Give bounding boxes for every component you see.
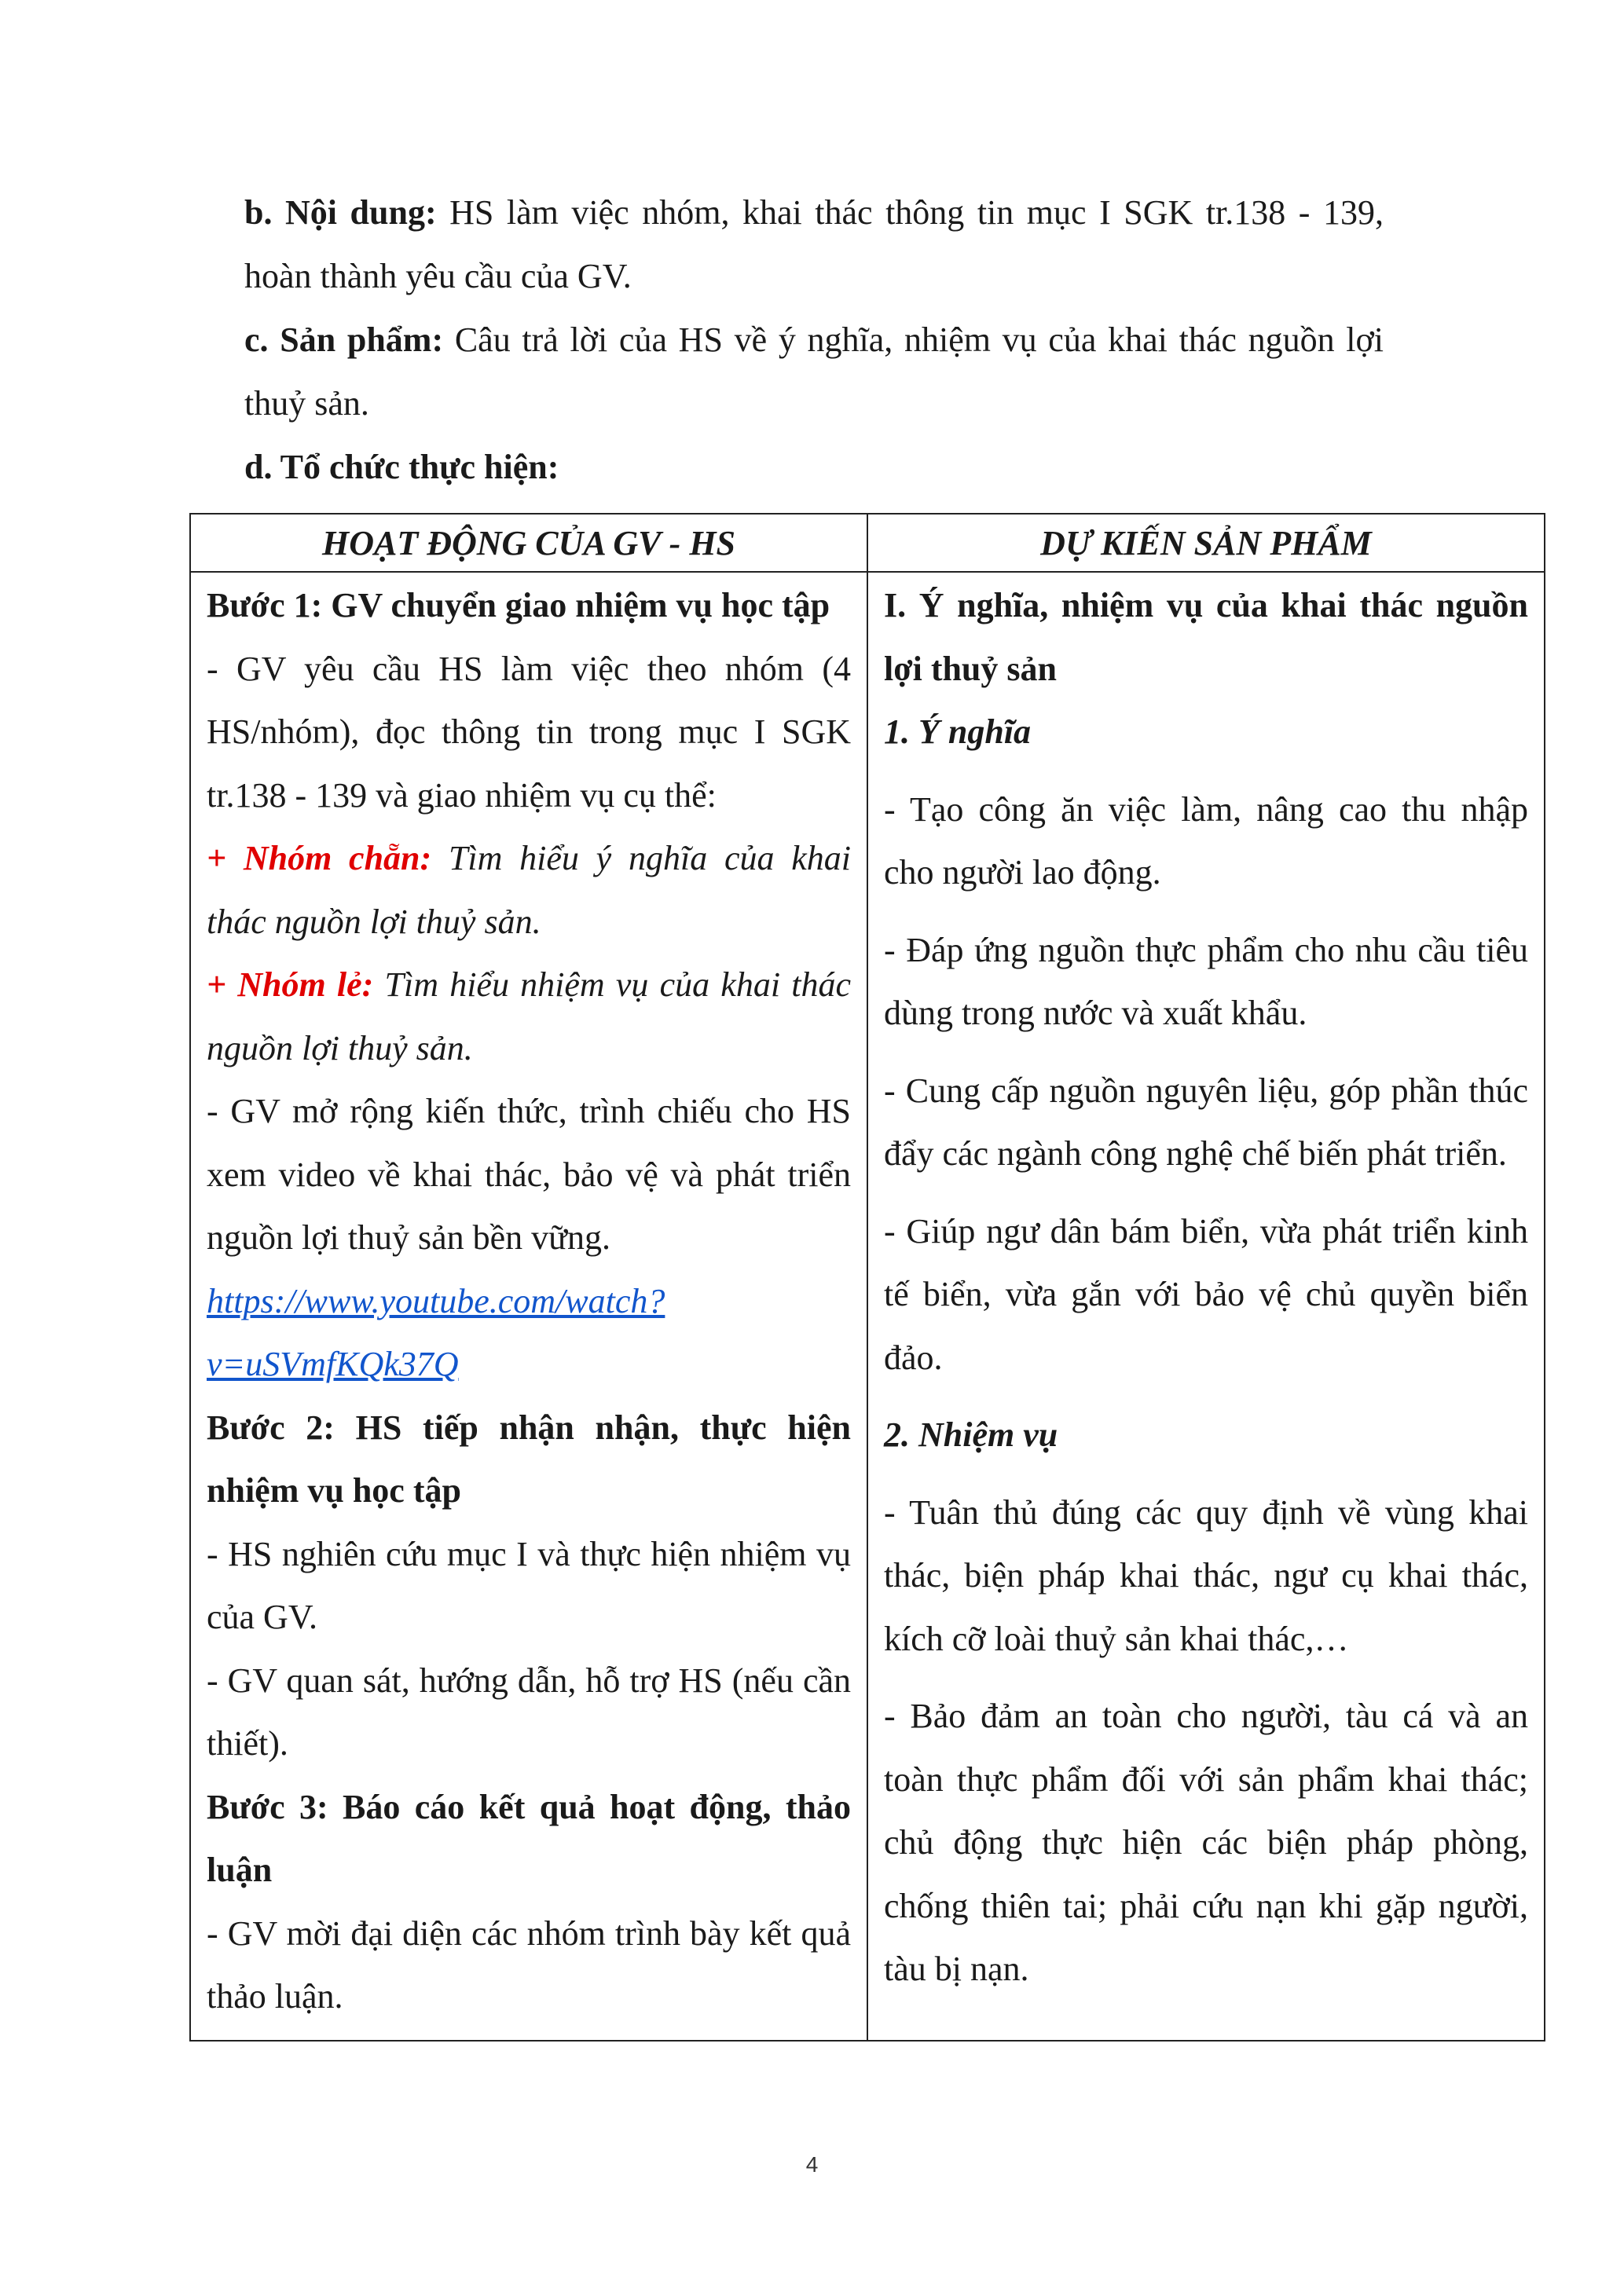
- step2-title: Bước 2: HS tiếp nhận nhận, thực hiện nhiệm vụ học tập: [207, 1408, 851, 1510]
- sub2-item: - Bảo đảm an toàn cho người, tàu cá và an toàn thực phẩm đối với sản phẩm khai thác; chủ động thực hiện các biện pháp phòng, chống thiên tai; phải cứu nạn khi gặp người, tàu bị nạn.: [884, 1697, 1528, 1988]
- activity-table: [189, 513, 1545, 2041]
- sub1-item: - Cung cấp nguồn nguyên liệu, góp phần thúc đẩy các ngành công nghệ chế biến phát triển.: [884, 1071, 1528, 1173]
- step3-title: Bước 3: Báo cáo kết quả hoạt động, thảo luận: [207, 1787, 851, 1889]
- sub1-item: - Đáp ứng nguồn thực phẩm cho nhu cầu tiêu dùng trong nước và xuất khẩu.: [884, 930, 1528, 1032]
- group-odd-label: + Nhóm lẻ:: [207, 965, 374, 1004]
- left-column: [190, 572, 867, 2041]
- intro-section: [244, 181, 1384, 499]
- sub2-title: 2. Nhiệm vụ: [884, 1415, 1058, 1454]
- san-pham-paragraph: [244, 308, 1384, 435]
- table-header-row: [190, 514, 1545, 572]
- group-even-label: + Nhóm chẵn:: [207, 839, 432, 877]
- section-title: I. Ý nghĩa, nhiệm vụ của khai thác nguồn lợi thuỷ sản: [884, 586, 1528, 688]
- table-body-row: [190, 572, 1545, 2041]
- step1-line2: - GV mở rộng kiến thức, trình chiếu cho HS xem video về khai thác, bảo vệ và phát triển nguồn lợi thuỷ sản bền vững.: [207, 1092, 851, 1257]
- step3-line1: - GV mời đại diện các nhóm trình bày kết quả thảo luận.: [207, 1913, 851, 2016]
- step1-title: Bước 1: GV chuyển giao nhiệm vụ học tập: [207, 586, 830, 624]
- group-even-text: Tìm hiểu ý nghĩa của khai thác nguồn lợi thuỷ sản.: [207, 839, 851, 941]
- sub1-item: - Tạo công ăn việc làm, nâng cao thu nhập cho người lao động.: [884, 789, 1528, 892]
- san-pham-text: Câu trả lời của HS về ý nghĩa, nhiệm vụ của khai thác nguồn lợi thuỷ sản.: [244, 320, 1384, 423]
- video-link-paragraph: [207, 1270, 851, 1397]
- san-pham-label: c. Sản phẩm:: [244, 320, 444, 359]
- step1-line1: - GV yêu cầu HS làm việc theo nhóm (4 HS/nhóm), đọc thông tin trong mục I SGK tr.138 - 139 và giao nhiệm vụ cụ thể:: [207, 649, 851, 815]
- group-odd-text: Tìm hiểu nhiệm vụ của khai thác nguồn lợi thuỷ sản.: [207, 965, 852, 1067]
- to-chuc-label: d. Tổ chức thực hiện:: [244, 448, 559, 486]
- step2-line2: - GV quan sát, hướng dẫn, hỗ trợ HS (nếu cần thiết).: [207, 1661, 851, 1763]
- noi-dung-paragraph: [244, 181, 1384, 308]
- step2-line1: - HS nghiên cứu mục I và thực hiện nhiệm vụ của GV.: [207, 1534, 851, 1636]
- noi-dung-text: HS làm việc nhóm, khai thác thông tin mục I SGK tr.138 - 139, hoàn thành yêu cầu của GV.: [244, 193, 1384, 295]
- group-even: [207, 827, 851, 954]
- sub1-title: 1. Ý nghĩa: [884, 712, 1032, 751]
- sub2-item: - Tuân thủ đúng các quy định về vùng khai thác, biện pháp khai thác, ngư cụ khai thác, kích cỡ loài thuỷ sản khai thác,…: [884, 1492, 1528, 1658]
- header-left: HOẠT ĐỘNG CỦA GV - HS: [190, 514, 867, 572]
- sub1-item: - Giúp ngư dân bám biển, vừa phát triển kinh tế biển, vừa gắn với bảo vệ chủ quyền biển đảo.: [884, 1211, 1528, 1377]
- group-odd: [207, 954, 851, 1080]
- right-column: [867, 572, 1545, 2041]
- noi-dung-label: b. Nội dung:: [244, 193, 437, 232]
- to-chuc-paragraph: [244, 435, 1384, 499]
- header-right: DỰ KIẾN SẢN PHẨM: [867, 514, 1545, 572]
- video-link[interactable]: https://www.youtube.com/watch? v=uSVmfKQk37Q: [207, 1281, 665, 1383]
- page-number: 4: [805, 2152, 819, 2177]
